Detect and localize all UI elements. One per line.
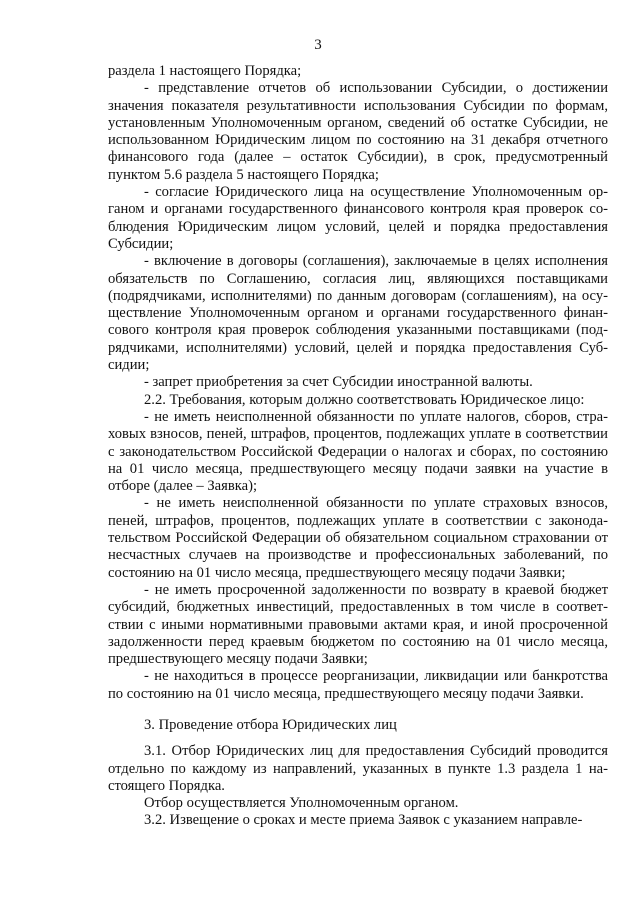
paragraph-notice-of-terms: 3.2. Извещение о сроках и месте приема Заявок с указанием направле- — [144, 812, 583, 829]
document-body — [108, 63, 608, 830]
section-heading: 3. Проведение отбора Юридических лиц — [144, 716, 397, 733]
paragraph-selection-by-direction: 3.1. Отбор Юридических лиц для предоставления Субсидий проводится отдельно по каждому из направлений, указанных в пункте 1.3 раздела 1 настоящего Порядка. — [108, 743, 608, 794]
paragraph-no-reorganization: - не находиться в процессе реорганизации, ликвидации или банкротства по состоянию на 01 число месяца, предшествующего месяцу подачи Заявки. — [108, 668, 608, 702]
page-number: 3 — [314, 37, 322, 53]
paragraph-section-reference: раздела 1 настоящего Порядка; — [108, 63, 302, 79]
paragraph-no-tax-debt: - не иметь неисполненной обязанности по уплате налогов, сборов, страховых взносов, пеней, штрафов, процентов, подлежащих уплате в соответствии с законодательством Российской Федерации о налогах и сборах, по состоянию на 01 число месяца, предшествующего месяцу подачи заявки на участие в отборе (далее – Заявка); — [108, 408, 608, 495]
paragraph-no-overdue-budget-debt: - не иметь просроченной задолженности по возврату в краевой бюджет субсидий, бюджетных инвестиций, предоставленных в том числе в соответствии с иными нормативными правовыми актами края, и иной просроченной задолженности перед краевым бюджетом по состоянию на 01 число месяца, предшествующего месяцу подачи Заявки; — [108, 581, 608, 668]
paragraph-contract-inclusion: - включение в договоры (соглашения), заключаемые в целях исполнения обязательств по Соглашению, согласия лиц, являющихся поставщиками (подрядчиками, исполнителями) по данным договорам (соглашениям), на осуществление Уполномоченным органом и органами государственного финансового контроля края проверок соблюдения указанными поставщиками (подрядчиками, исполнителями) условий, целей и порядка предоставления Субсидии; — [108, 253, 608, 374]
paragraph-no-insurance-debt: - не иметь неисполненной обязанности по уплате страховых взносов, пеней, штрафов, процентов, подлежащих уплате в соответствии с законодательством Российской Федерации об обязательном социальном страховании от несчастных случаев на производстве и профессиональных заболеваний, по состоянию на 01 число месяца, предшествующего месяцу подачи Заявки; — [108, 495, 608, 581]
paragraph-reports-obligation: - представление отчетов об использовании Субсидии, о достижении значения показателя результативности использования Субсидии по формам, установленным Уполномоченным органом, сведений об остатке Субсидии, не использованном Юридическим лицом по состоянию на 31 декабря отчетного финансового года (далее – остаток Субсидии), в срок, предусмотренный пунктом 5.6 раздела 5 настоящего Порядка; — [108, 80, 608, 183]
paragraph-requirements-intro: 2.2. Требования, которым должно соответствовать Юридическое лицо: — [144, 391, 585, 408]
paragraph-currency-ban: - запрет приобретения за счет Субсидии иностранной валюты. — [144, 374, 533, 391]
paragraph-selection-authority: Отбор осуществляется Уполномоченным органом. — [144, 795, 459, 812]
paragraph-consent-to-inspections: - согласие Юридического лица на осуществление Уполномоченным органом и органами государственного финансового контроля края проверок соблюдения Юридическим лицом условий, целей и порядка предоставления Субсидии; — [108, 184, 608, 252]
